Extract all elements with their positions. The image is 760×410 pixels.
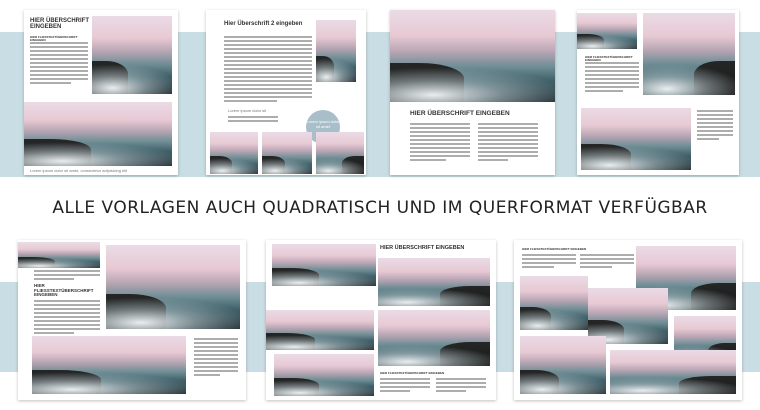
page-2-caption-lines xyxy=(228,116,278,124)
page-4-photo-bottom xyxy=(581,108,691,170)
page-4-subheading: HIER FLIESSTEXTÜBERSCHRIFT EINGEBEN xyxy=(585,55,633,63)
page-2-photo-bottom-3 xyxy=(316,132,364,174)
page-6-body-text-right xyxy=(436,378,486,394)
page-6-body-text-left xyxy=(380,378,430,394)
page-3-body-text-left xyxy=(410,123,470,163)
page-7-photo-bottom-left xyxy=(520,336,606,394)
template-page-5[interactable] xyxy=(18,240,246,400)
page-2-quote-badge: Lorem ipsum dolor sit amet xyxy=(306,110,340,144)
page-6-photo-mid-left xyxy=(266,310,374,350)
page-1-body-text xyxy=(30,42,88,86)
template-page-7[interactable] xyxy=(514,240,742,400)
page-4-body-text xyxy=(585,62,639,94)
page-2-photo-bottom-1 xyxy=(210,132,258,174)
template-page-6[interactable] xyxy=(266,240,496,400)
page-6-heading: HIER ÜBERSCHRIFT EINGEBEN xyxy=(380,245,465,251)
page-4-photo-top-left xyxy=(577,13,637,49)
page-7-photo-left xyxy=(520,276,588,330)
template-page-1[interactable] xyxy=(24,10,178,175)
page-2-photo-top-right xyxy=(316,20,356,82)
template-page-2[interactable] xyxy=(206,10,366,175)
page-5-body-text xyxy=(34,300,100,336)
page-3-photo xyxy=(390,10,555,102)
page-6-subheading: HIER FLIESSTEXTÜBERSCHRIFT EINGEBEN xyxy=(380,371,445,375)
page-3-body-text-right xyxy=(478,123,538,163)
page-7-photo-bottom-right xyxy=(610,350,736,394)
page-1-subheading: HIER FLIESSTEXTÜBERSCHRIFT EINGEBEN xyxy=(30,35,78,43)
page-5-photo-top-left xyxy=(18,242,100,268)
page-6-photo-top-right xyxy=(378,258,490,306)
page-7-body-text-left xyxy=(522,254,576,270)
page-5-intro-text xyxy=(34,270,100,282)
page-6-photo-bottom-left xyxy=(274,354,374,396)
page-1-caption: Lorem ipsum dolor sit amet, consectetur adipisicing elit xyxy=(30,168,128,173)
page-6-photo-mid-right xyxy=(378,310,490,366)
template-page-3[interactable] xyxy=(390,10,555,175)
page-7-subheading: HIER FLIESSTEXTÜBERSCHRIFT EINGEBEN xyxy=(522,247,587,251)
page-2-heading: Hier Überschrift 2 eingeben xyxy=(224,21,303,27)
page-2-caption: Lorem ipsum dolor sit xyxy=(228,108,267,113)
page-2-body-text xyxy=(224,36,312,104)
page-1-photo-top xyxy=(92,16,172,94)
page-5-subheading: HIER FLIESSTEXTÜBERSCHRIFT EINGEBEN xyxy=(34,283,94,298)
page-5-photo-bottom xyxy=(32,336,186,394)
page-1-photo-bottom xyxy=(24,102,172,166)
page-7-body-text-mid xyxy=(580,254,634,270)
page-2-photo-bottom-2 xyxy=(262,132,312,174)
page-6-photo-top-left xyxy=(272,244,376,286)
page-4-photo-top-right xyxy=(643,13,735,95)
page-1-heading: HIER ÜBERSCHRIFT EINGEBEN xyxy=(30,18,90,31)
page-5-photo-right xyxy=(106,245,240,329)
banner-text: ALLE VORLAGEN AUCH QUADRATISCH UND IM QUERFORMAT VERFÜGBAR xyxy=(52,198,708,218)
template-page-4[interactable] xyxy=(577,10,739,175)
page-3-heading: HIER ÜBERSCHRIFT EINGEBEN xyxy=(410,110,510,117)
page-4-side-text xyxy=(697,110,733,142)
page-5-side-text xyxy=(194,338,238,378)
